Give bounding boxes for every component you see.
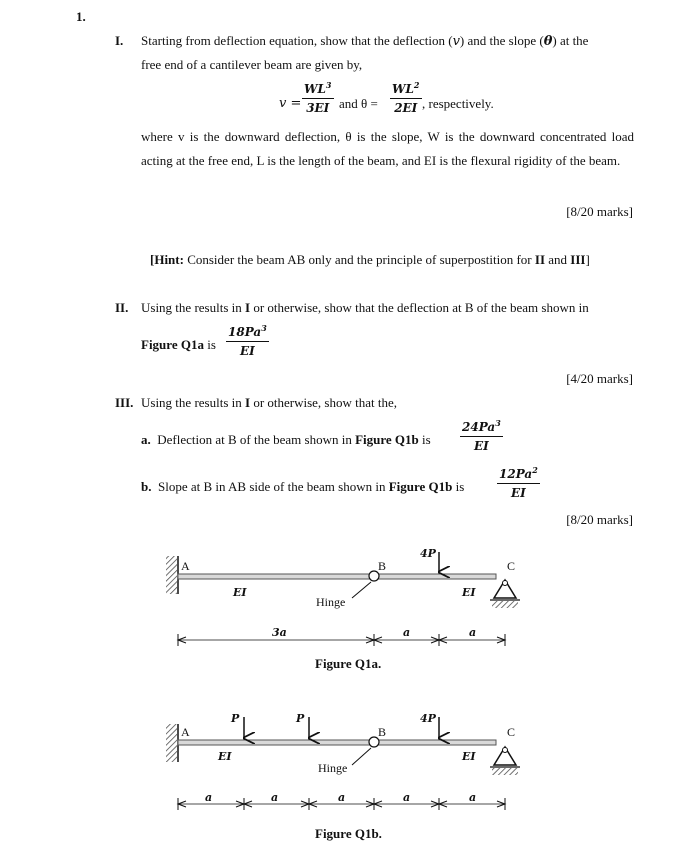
label-b-q1a: B: [378, 559, 387, 573]
hinge-label-q1b: Hinge: [318, 761, 348, 775]
hinge-pointer-q1a: [352, 582, 371, 598]
label-a-q1a: A: [181, 559, 190, 573]
part3-b-num: 12Pa: [499, 467, 533, 481]
frac1-exp: 3: [325, 80, 332, 90]
ei-left-q1b: EI: [218, 750, 232, 763]
part3-a-den: EI: [474, 439, 489, 453]
fixed-support-b: [166, 724, 177, 762]
hint-text: Consider the beam AB only and the principle of superpostition for: [183, 252, 535, 267]
frac2-num: WL: [392, 82, 414, 96]
part3-text-a: Using the results in: [141, 395, 245, 410]
part3-b-label: b.: [141, 479, 152, 494]
part3-b-den: EI: [511, 486, 526, 500]
ei-right-q1a: EI: [462, 586, 476, 599]
hinge-label-q1a: Hinge: [316, 595, 346, 609]
part3-roman: III.: [115, 395, 134, 410]
ei-right-q1b: EI: [462, 750, 476, 763]
hinge-pointer-q1b: [352, 748, 371, 765]
hint-close: ]: [585, 252, 590, 267]
dim-a1-q1b: a: [205, 791, 213, 804]
figure-q1b: [166, 712, 520, 810]
hint-iii: III: [570, 252, 586, 267]
beam-q1a: [178, 574, 496, 579]
load-p1-label-q1b: P: [231, 712, 240, 725]
hint-ii: II: [534, 252, 546, 267]
part1-line2: free end of a cantilever beam are given by,: [141, 57, 363, 72]
frac2-den: 2EI: [394, 101, 418, 115]
label-c-q1a: C: [507, 559, 516, 573]
part3-b-text: Slope at B in AB side of the beam shown in: [157, 479, 389, 494]
part3-a-is: is: [418, 432, 431, 447]
part1-marks: [8/20 marks]: [566, 204, 633, 219]
part3-text-b: or otherwise, show that the,: [250, 395, 398, 410]
beam-q1b: [178, 740, 496, 745]
part2-ref: I: [245, 300, 251, 315]
part1-roman: I.: [115, 33, 124, 48]
part2-text-a: Using the results in: [141, 300, 245, 315]
v-symbol: v: [452, 34, 460, 49]
fixed-support-a: [166, 556, 177, 594]
part3-a-num: 24Pa: [462, 420, 496, 434]
part2-den: EI: [240, 344, 255, 358]
eq-and: and θ =: [339, 96, 378, 111]
dim-a1-q1a: a: [403, 626, 411, 639]
part2-marks: [4/20 marks]: [566, 371, 633, 386]
frac1-num: WL: [304, 82, 326, 96]
part3-b-is: is: [452, 479, 465, 494]
support-ground-q1b: [492, 768, 518, 775]
where-paragraph: where v is the downward deflection, θ is the slope, W is the downward concentrated load acting at the free end, L is the length of the beam, and EI is the flexural rigidity of the beam.: [141, 129, 634, 168]
load-p2-label-q1b: P: [296, 712, 305, 725]
load-label-q1a: 4P: [420, 547, 436, 560]
part2-text-b: or otherwise, show that the deflection at B of the beam shown in: [250, 300, 589, 315]
dim-a2-q1b: a: [271, 791, 279, 804]
caption-q1a: Figure Q1a.: [315, 656, 382, 671]
part3-a-label: a.: [141, 432, 151, 447]
part2-fig-ref: Figure Q1a: [141, 337, 204, 352]
question-number: 1.: [76, 9, 86, 24]
part2-is: is: [203, 337, 216, 352]
label-b-q1b: B: [378, 725, 387, 739]
hint-label: [Hint:: [150, 252, 184, 267]
eq-tail: , respectively.: [422, 96, 494, 111]
dim-a5-q1b: a: [469, 791, 477, 804]
label-a-q1b: A: [181, 725, 190, 739]
support-pin-q1a: [503, 581, 508, 586]
dim-a3-q1b: a: [338, 791, 346, 804]
dim-a4-q1b: a: [403, 791, 411, 804]
hint-and: and: [545, 252, 571, 267]
part3-b-fig: Figure Q1b: [388, 479, 453, 494]
frac2-exp: 2: [413, 80, 420, 90]
dim-a2-q1a: a: [469, 626, 477, 639]
support-pin-q1b: [503, 748, 508, 753]
part3-a-fig: Figure Q1b: [355, 432, 419, 447]
part3-a-text: Deflection at B of the beam shown in: [157, 432, 356, 447]
caption-q1b: Figure Q1b.: [315, 826, 382, 841]
part3-marks: [8/20 marks]: [566, 512, 633, 527]
part3-a-exp: 3: [495, 418, 501, 428]
part1-line1-b: ) and the slope (: [459, 33, 544, 48]
theta-symbol: θ: [543, 34, 553, 49]
part3-b-exp: 2: [532, 465, 538, 475]
dim-3a-q1a: 3a: [272, 626, 287, 639]
label-c-q1b: C: [507, 725, 516, 739]
eq-lhs: v =: [279, 96, 302, 111]
load-4p-label-q1b: 4P: [420, 712, 436, 725]
ei-left-q1a: EI: [233, 586, 247, 599]
part1-line1-a: Starting from deflection equation, show that the deflection (: [141, 33, 453, 48]
part2-exp: 3: [261, 323, 267, 333]
support-ground-q1a: [492, 601, 518, 608]
figure-q1a: [166, 547, 520, 646]
part2-roman: II.: [115, 300, 129, 315]
part2-num: 18Pa: [228, 325, 262, 339]
part3-ref: I: [245, 395, 251, 410]
frac1-den: 3EI: [306, 101, 330, 115]
part1-line1-c: ) at the: [552, 33, 589, 48]
